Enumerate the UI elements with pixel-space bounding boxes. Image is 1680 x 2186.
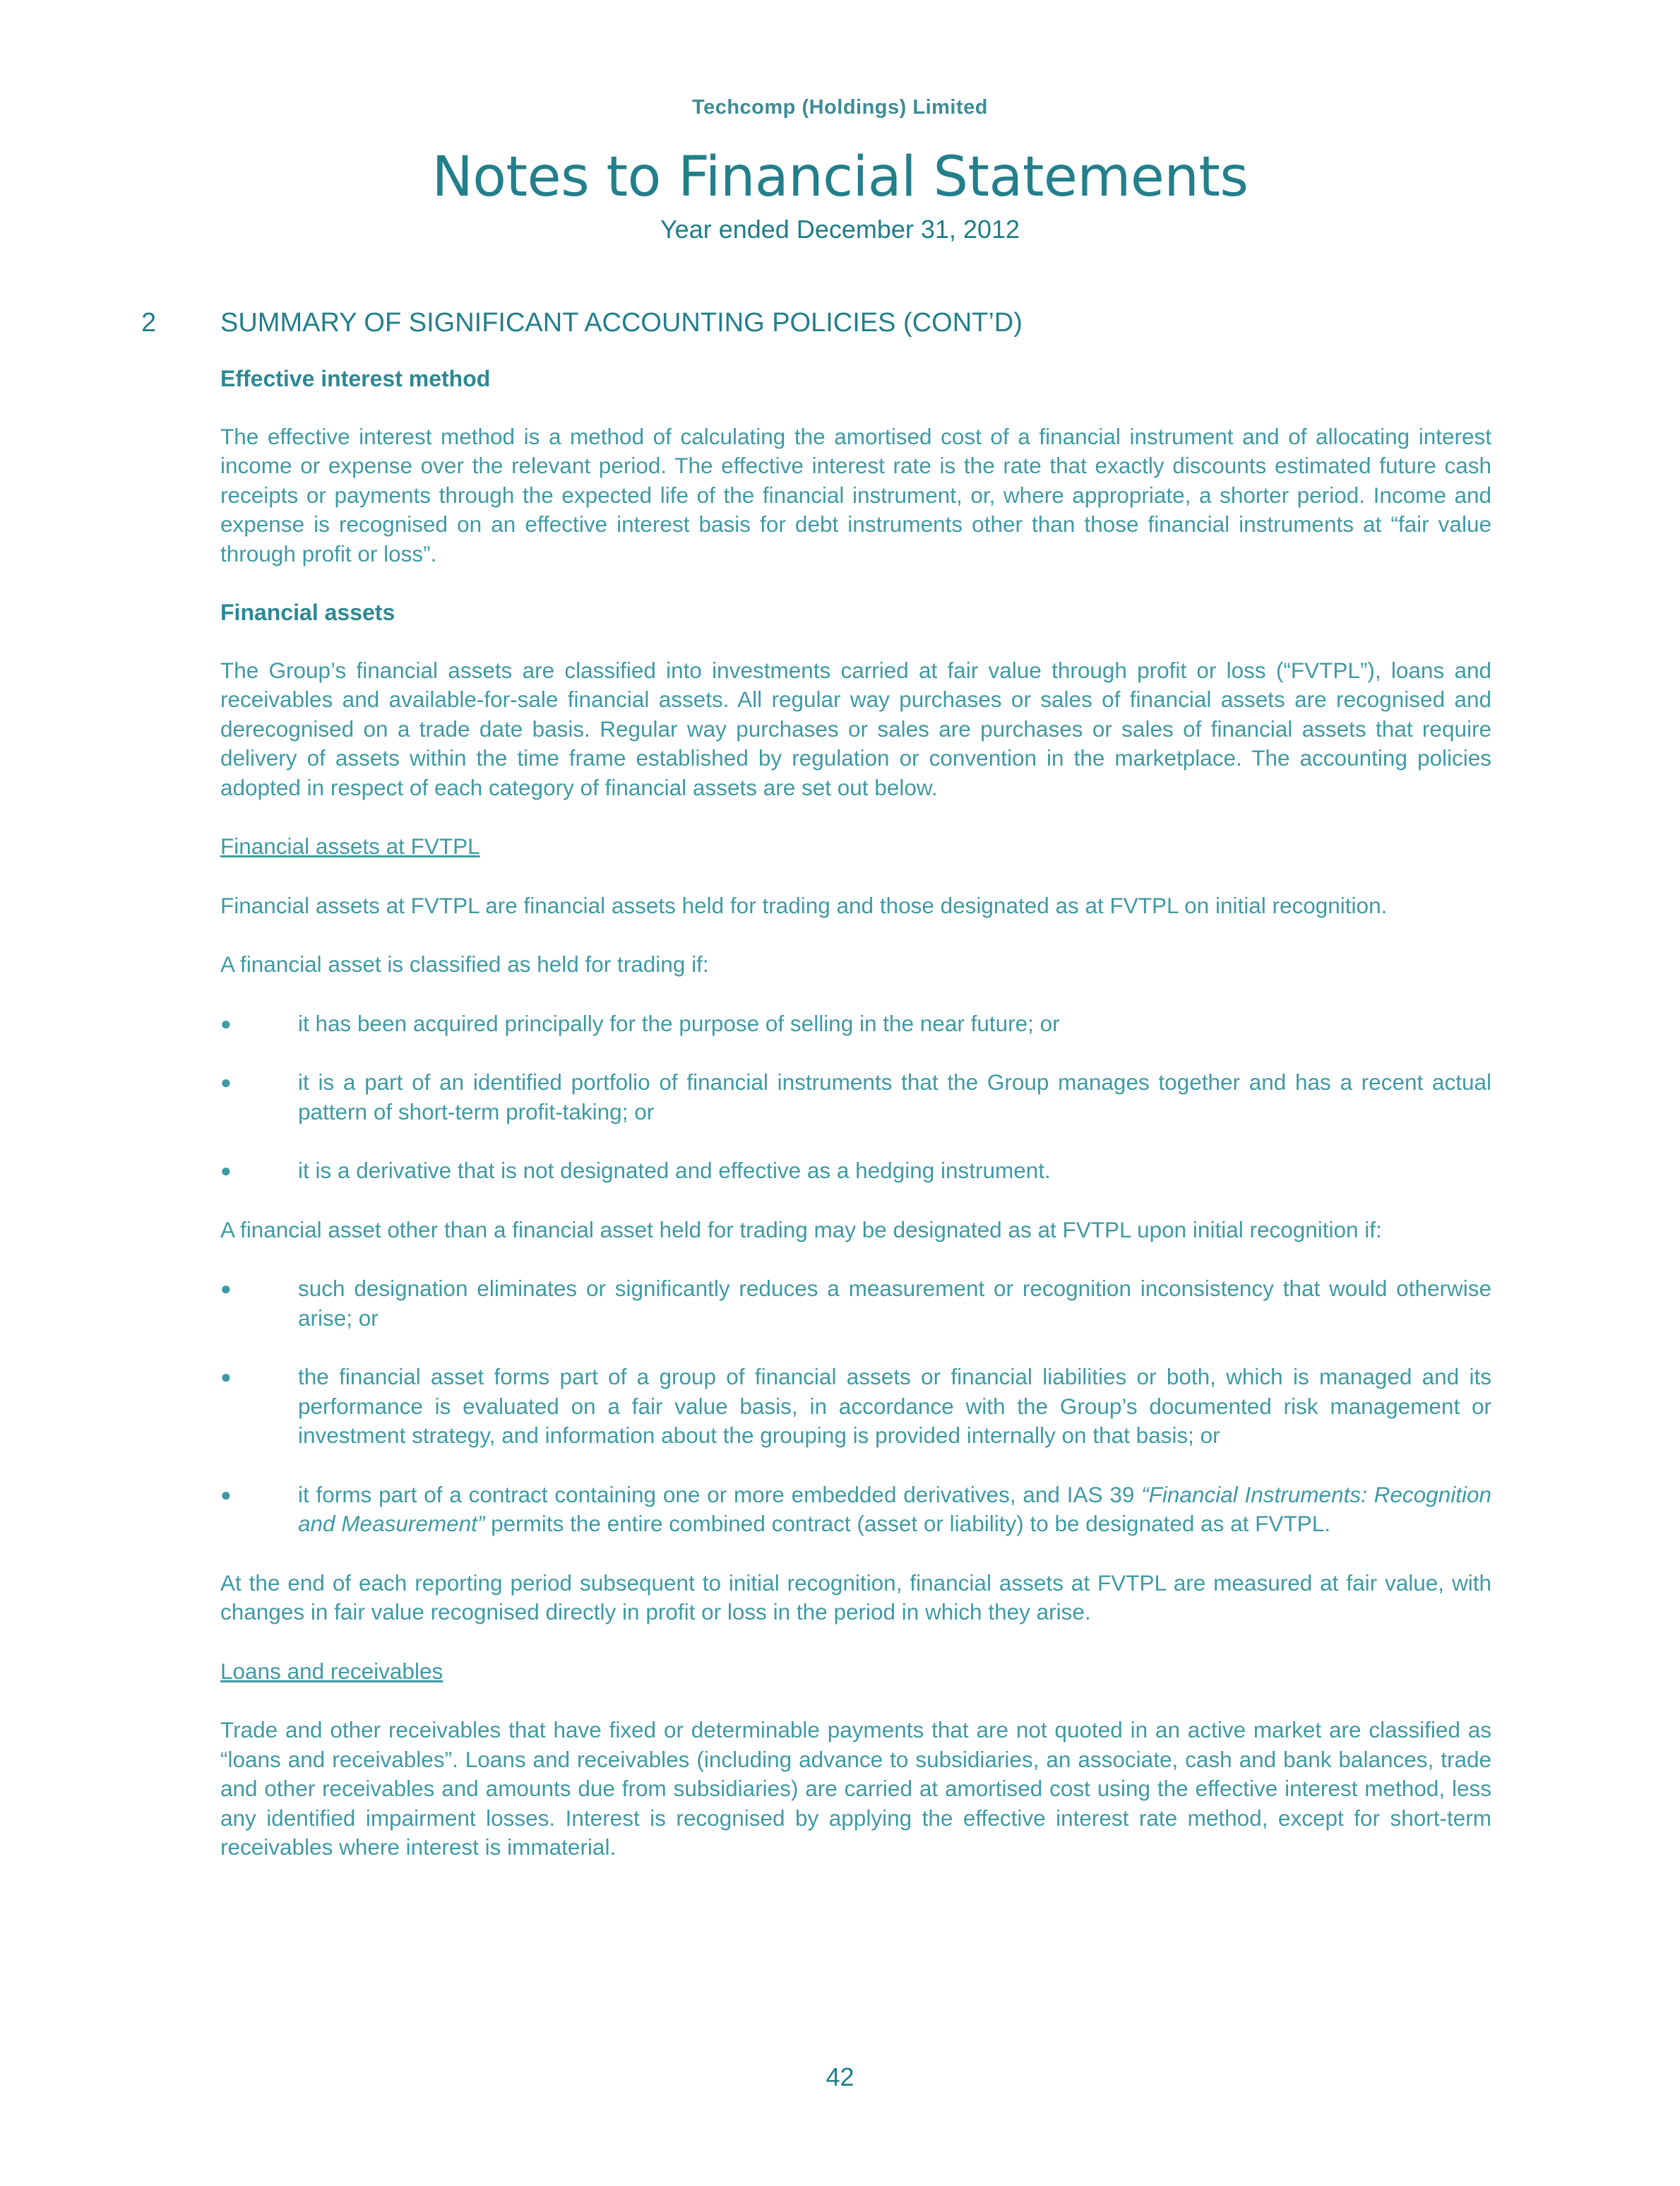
paragraph-designated-lead: A financial asset other than a financial asset held for trading may be designated as at FVTPL upon initial recognition if: — [220, 1216, 1382, 1242]
list-item — [220, 1274, 1491, 1333]
list-item-text: it is a derivative that is not designated and effective as a hedging instrument. — [298, 1158, 1051, 1184]
heading-effective-interest: Effective interest method — [220, 366, 491, 391]
bullet-icon: ● — [220, 1366, 232, 1388]
list-item — [220, 1362, 1491, 1451]
bullet-icon: ● — [220, 1278, 232, 1300]
subheading-fvtpl: Financial assets at FVTPL — [220, 833, 480, 860]
paragraph-fvtpl-intro: Financial assets at FVTPL are financial assets held for trading and those designated as at FVTPL on initial recognition. — [220, 892, 1388, 918]
bullet-icon: ● — [220, 1012, 232, 1034]
list-item — [220, 1068, 1491, 1127]
content-body — [220, 364, 1491, 1892]
list-item-text: it has been acquired principally for the purpose of selling in the near future; or — [298, 1010, 1060, 1036]
designated-list — [220, 1274, 1491, 1539]
page-title: Notes to Financial Statements — [431, 145, 1249, 209]
list-item-text: the financial asset forms part of a group of financial assets or financial liabilities or both, which is managed and its performance is evaluated on a fair value basis, in accordance with the Group’s documented risk management or investment strategy, and information about the grouping is provided internally on that basis; or — [298, 1364, 1491, 1449]
section-title: SUMMARY OF SIGNIFICANT ACCOUNTING POLICIES (CONT’D) — [220, 308, 1023, 338]
held-for-trading-list — [220, 1009, 1491, 1186]
heading-financial-assets: Financial assets — [220, 600, 395, 626]
list-item — [220, 1156, 1491, 1186]
company-name: Techcomp (Holdings) Limited — [692, 96, 988, 119]
paragraph-loans: Trade and other receivables that have fixed or determinable payments that are not quoted in an active market are classified as “loans and receivables”. Loans and receivables (including advance to subsidiaries, an associate, cash and bank balances, trade and other receivables and amounts due from subsidiaries) are carried at amortised cost using the effective interest method, less any identified impairment losses. Interest is recognised by applying the effective interest rate method, except for short-term receivables where interest is immaterial. — [220, 1717, 1491, 1860]
page-subtitle: Year ended December 31, 2012 — [660, 215, 1020, 244]
list-item-text: such designation eliminates or significantly reduces a measurement or recognition inconsistency that would otherwise arise; or — [298, 1276, 1491, 1331]
section-number: 2 — [141, 308, 157, 338]
list-item-text: it is a part of an identified portfolio of financial instruments that the Group manages together and has a recent actual pattern of short-term profit-taking; or — [298, 1069, 1491, 1124]
paragraph-held-for-trading-lead: A financial asset is classified as held for trading if: — [220, 951, 709, 978]
standard-title-italic: “Financial Instruments: Recognition and Measurement” — [298, 1481, 1492, 1537]
list-item — [220, 1480, 1491, 1539]
page-number: 42 — [826, 2062, 854, 2091]
bullet-icon: ● — [220, 1071, 232, 1093]
paragraph-effective-interest: The effective interest method is a method of calculating the amortised cost of a financial instrument and of allocating interest income or expense over the relevant period. The effective interest rate is the rate that exactly discounts estimated future cash receipts or payments through the expected life of the financial instrument, or, where appropriate, a shorter period. Income and expense is recognised on an effective interest basis for debt instruments other than those financial instruments at “fair value through profit or loss”. — [220, 423, 1491, 566]
subheading-loans: Loans and receivables — [220, 1658, 443, 1684]
paragraph-financial-assets: The Group’s financial assets are classified into investments carried at fair value through profit or loss (“FVTPL”), loans and receivables and available-for-sale financial assets. All regular way purchases or sales of financial assets are recognised and derecognised on a trade date basis. Regular way purchases or sales are purchases or sales of financial assets that require delivery of assets within the time frame established by regulation or convention in the marketplace. The accounting policies adopted in respect of each category of financial assets are set out below. — [220, 657, 1491, 800]
paragraph-fvtpl-measurement: At the end of each reporting period subsequent to initial recognition, financial assets at FVTPL are measured at fair value, with changes in fair value recognised directly in profit or loss in the period in which they arise. — [220, 1569, 1491, 1625]
list-item-text-post: permits the entire combined contract (asset or liability) to be designated as at FVTPL. — [484, 1511, 1330, 1537]
list-item-text-pre: it forms part of a contract containing one or more embedded derivatives, and IAS 39 — [298, 1481, 1142, 1507]
list-item — [220, 1009, 1491, 1039]
bullet-icon: ● — [220, 1483, 232, 1505]
bullet-icon: ● — [220, 1160, 232, 1182]
